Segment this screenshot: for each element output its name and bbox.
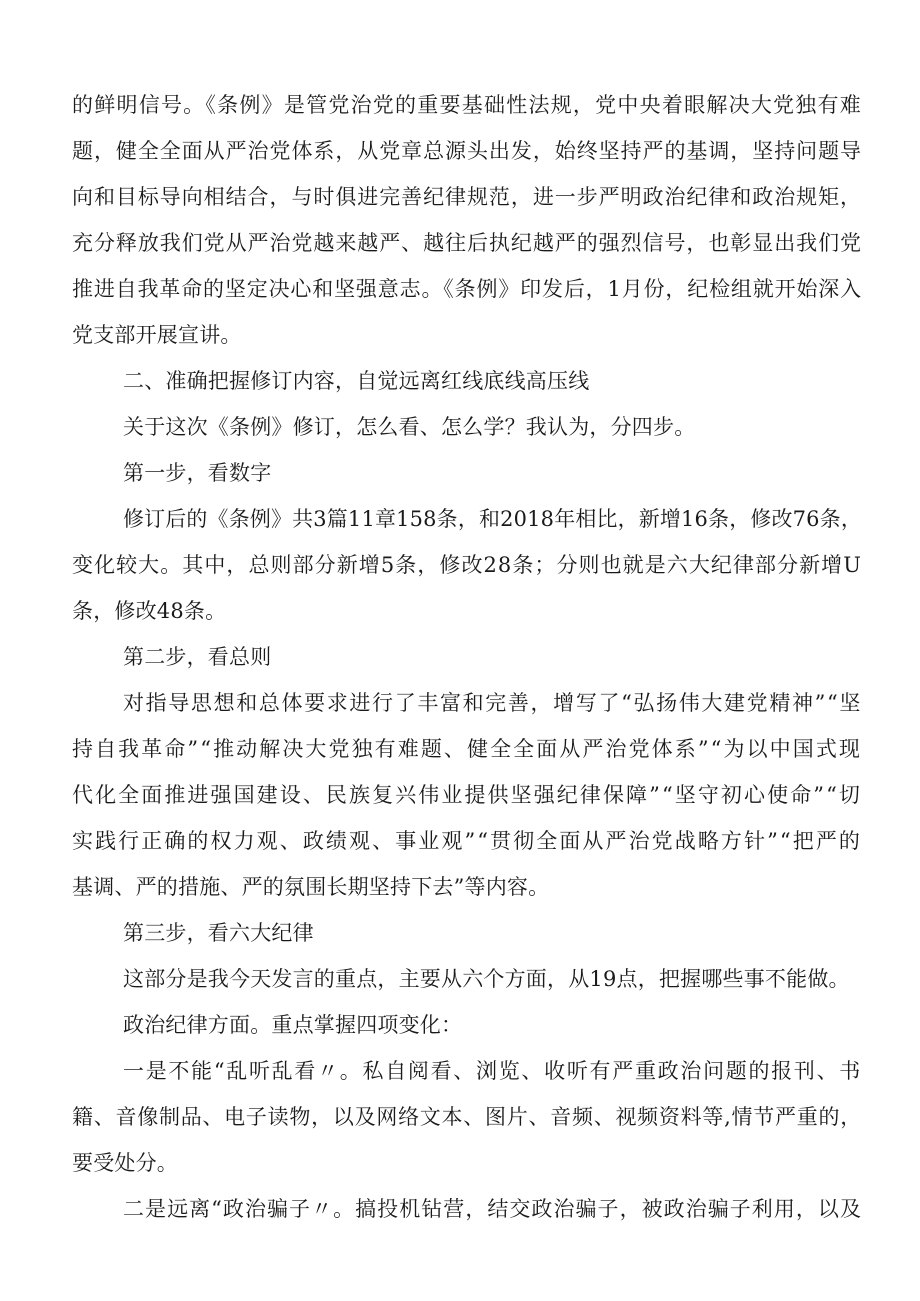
text-line [0, 545, 920, 585]
line-text: 代化全面推进强国建设、民族复兴伟业提供坚强纪律保障”“坚守初心使命”“切 [72, 783, 863, 807]
line-text: 题，健全全面从严治党体系，从党章总源头出发，始终坚持严的基调，坚持问题导 [72, 139, 862, 163]
text-line [0, 821, 920, 861]
text-line [0, 177, 920, 217]
step-heading [0, 913, 920, 953]
heading-text: 二、准确把握修订内容，自觉远离红线底线高压线 [123, 369, 590, 393]
line-text: 这部分是我今天发言的重点，主要从六个方面，从19点，把握哪些事不能做。 [123, 967, 850, 991]
line-text: 实践行正确的权力观、政绩观、事业观”“贯彻全面从严治党战略方针”“把严的 [72, 829, 863, 853]
text-line [0, 867, 920, 907]
line-text: 二是远离“政治骗子〃。搞投机钻营，结交政治骗子，被政治骗子利用，以及 [123, 1197, 862, 1221]
text-line [0, 1097, 920, 1137]
text-line [0, 315, 920, 355]
line-text: 党支部开展宣讲。 [72, 323, 242, 347]
heading-text: 第三步，看六大纪律 [123, 921, 314, 945]
text-line [0, 959, 920, 999]
text-line [0, 1143, 920, 1183]
text-line [0, 499, 920, 539]
line-text: 对指导思想和总体要求进行了丰富和完善，增写了“弘扬伟大建党精神”“坚 [123, 691, 862, 715]
line-text: 向和目标导向相结合，与时俱进完善纪律规范，进一步严明政治纪律和政治规矩， [72, 185, 862, 209]
text-line [0, 1189, 920, 1229]
line-text: 籍、音像制品、电子读物，以及网络文本、图片、音频、视频资料等,情节严重的， [72, 1105, 862, 1129]
line-text: 政治纪律方面。重点掌握四项变化： [123, 1013, 463, 1037]
line-text: 变化较大。其中，总则部分新增5条，修改28条；分则也就是六大纪律部分新增U [72, 553, 862, 577]
text-line [0, 131, 920, 171]
text-line [0, 683, 920, 723]
heading-text: 第二步，看总则 [123, 645, 272, 669]
text-line [0, 1051, 920, 1091]
text-line [0, 775, 920, 815]
line-text: 持自我革命”“推动解决大党独有难题、健全全面从严治党体系”“为以中国式现 [72, 737, 863, 761]
text-line [0, 85, 920, 125]
step-heading [0, 637, 920, 677]
text-line [0, 269, 920, 309]
heading-text: 第一步，看数字 [123, 461, 272, 485]
text-line [0, 729, 920, 769]
text-line [0, 407, 920, 447]
step-heading [0, 453, 920, 493]
line-text: 基调、严的措施、严的氛围长期坚持下去”等内容。 [72, 875, 550, 899]
line-text: 要受处分。 [72, 1151, 178, 1175]
line-text: 条，修改48条。 [72, 599, 227, 623]
text-line [0, 591, 920, 631]
line-text: 的鲜明信号。《条例》是管党治党的重要基础性法规，党中央着眼解决大党独有难 [72, 93, 862, 117]
text-line [0, 1005, 920, 1045]
line-text: 修订后的《条例》共3篇11章158条，和2018年相比，新增16条，修改76条， [123, 507, 862, 531]
line-text: 充分释放我们党从严治党越来越严、越往后执纪越严的强烈信号，也彰显出我们党 [72, 231, 862, 255]
text-line [0, 223, 920, 263]
line-text: 推进自我革命的坚定决心和坚强意志。《条例》印发后，1月份，纪检组就开始深入 [72, 277, 862, 301]
section-heading [0, 361, 920, 401]
line-text: 关于这次《条例》修订，怎么看、怎么学？我认为，分四步。 [123, 415, 696, 439]
line-text: 一是不能“乱听乱看〃。私自阅看、浏览、收听有严重政治问题的报刊、书 [123, 1059, 862, 1083]
